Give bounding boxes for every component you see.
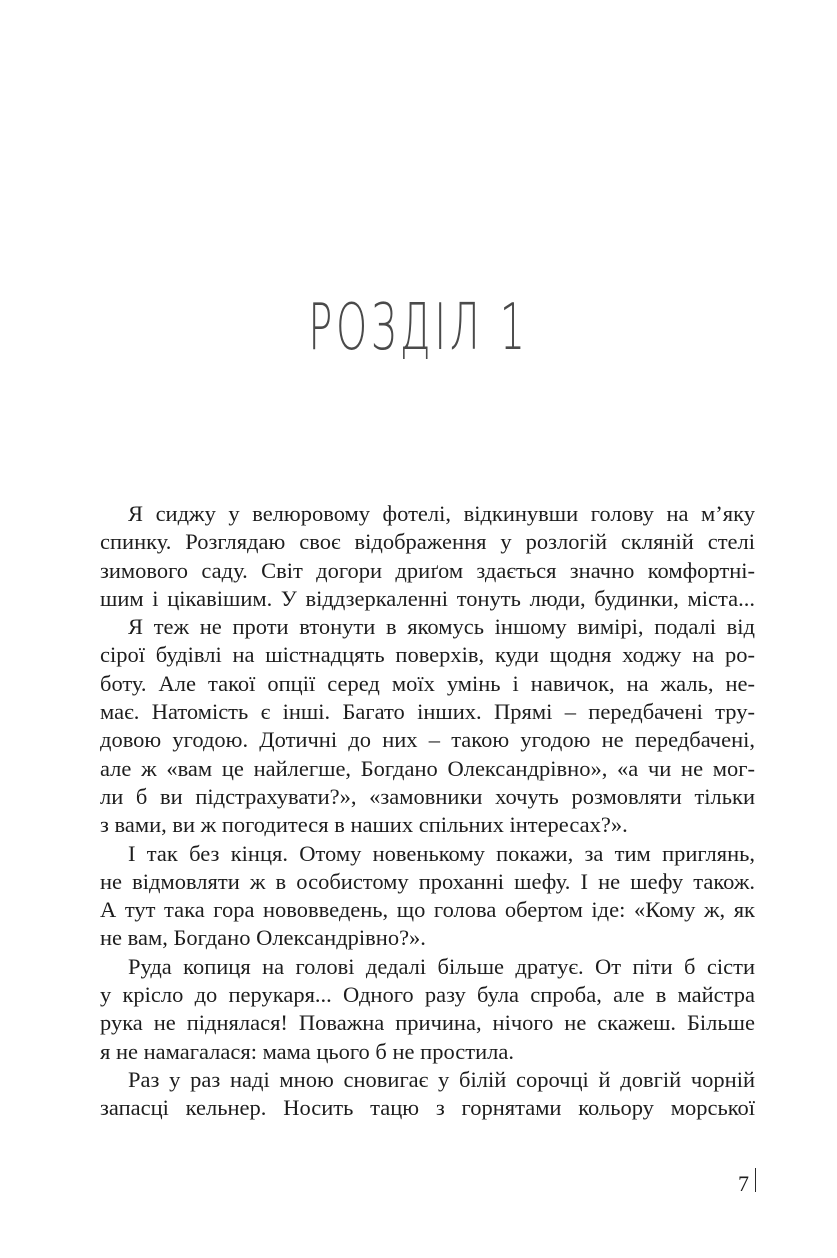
text-line: шим і цікавішим. У віддзеркаленні тонуть люди, будинки, міста... — [100, 585, 755, 611]
text-line: довою угодою. Дотичні до них – такою угодою не передбачені, — [100, 727, 755, 753]
paragraph-2 — [100, 613, 755, 839]
text-line: рука не піднялася! Поважна причина, нічого не скажеш. Більше — [100, 1010, 755, 1036]
text-line: Я сиджу у велюровому фотелі, відкинувши голову на м’яку — [128, 501, 755, 526]
text-line: не відмовляти ж в особистому проханні шефу. І не шефу також. — [100, 868, 755, 894]
text-line: зимового саду. Світ догори дриґом здається значно комфортні- — [100, 557, 755, 583]
text-line: Раз у раз наді мною сновигає у білій сорочці й довгій чорній — [128, 1066, 755, 1092]
text-line: спинку. Розглядаю своє відображення у розлогій скляній стелі — [100, 529, 755, 555]
text-line: має. Натомість є інші. Багато інших. Прямі – передбачені тру- — [100, 699, 755, 725]
text-line: не вам, Богдано Олександрівно?». — [100, 925, 426, 951]
text-line: у крісло до перукаря... Одного разу була спроба, але в майстра — [100, 982, 755, 1008]
paragraph-4 — [100, 953, 755, 1066]
paragraph-5 — [100, 1066, 755, 1123]
text-line: але ж «вам це найлегше, Богдано Олександрівно», «а чи не мог- — [100, 755, 755, 781]
text-line: запасці кельнер. Носить тацю з горнятами кольору морської — [100, 1095, 755, 1121]
text-line: сірої будівлі на шістнадцять поверхів, куди щодня ходжу на ро- — [100, 642, 755, 668]
text-line: ли б ви підстрахувати?», «замовники хочуть розмовляти тільки — [100, 783, 755, 809]
paragraph-3 — [100, 840, 755, 953]
page-number: 7 — [738, 1171, 749, 1196]
text-line: я не намагалася: мама цього б не простила. — [100, 1038, 514, 1064]
text-line: з вами, ви ж погодитеся в наших спільних інтересах?». — [100, 812, 628, 838]
page-number-rule — [755, 1168, 756, 1192]
text-line: боту. Але такої опції серед моїх умінь і навичок, на жаль, не- — [100, 670, 755, 696]
text-line: І так без кінця. Отому новенькому покажи, за тим приглянь, — [128, 840, 755, 866]
text-line: А тут така гора нововведень, що голова обертом іде: «Кому ж, як — [100, 897, 755, 923]
text-line: Руда копиця на голові дедалі більше дратує. От піти б сісти — [128, 953, 755, 979]
chapter-body — [100, 500, 755, 1123]
chapter-title: РОЗДІЛ 1 — [308, 291, 529, 365]
text-line: Я теж не проти втонути в якомусь іншому вимірі, подалі від — [128, 614, 755, 640]
paragraph-1 — [100, 500, 755, 613]
